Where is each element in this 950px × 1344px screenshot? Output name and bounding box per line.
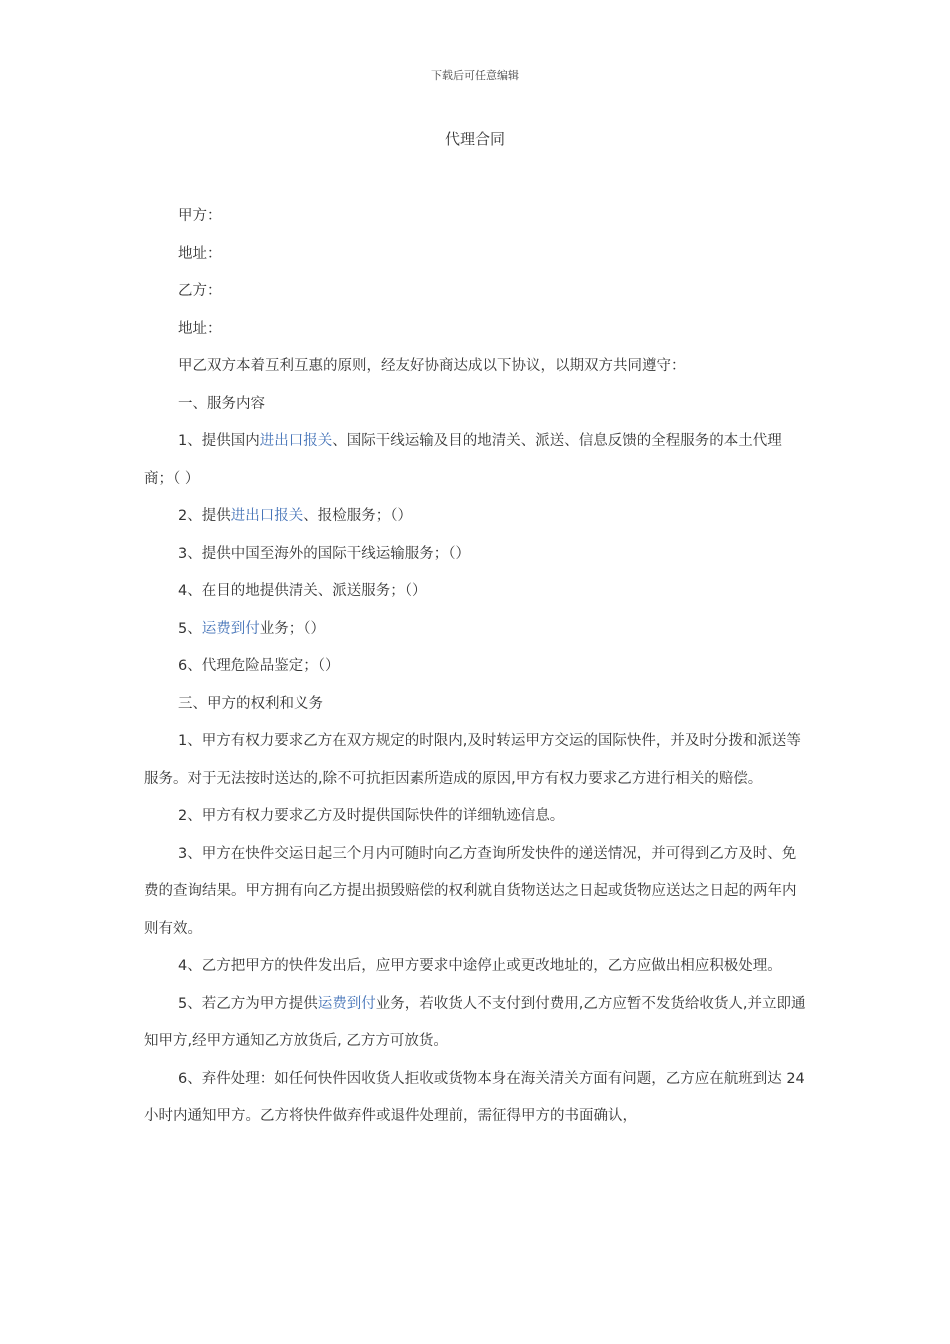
party-b-line: 乙方：	[178, 283, 222, 299]
section-heading-rights: 三、甲方的权利和义务	[178, 695, 323, 712]
party-a-line: 甲方：	[178, 208, 222, 224]
service-item-2-text-cont: 、报检服务；（）	[303, 508, 412, 524]
service-item-5-text-cont: 业务；（）	[259, 620, 325, 637]
service-item-1-text-cont: 、国际干线运输及目的地清关、派送、信息反馈的全程服务的本土代理商；（ ）	[144, 433, 782, 487]
preamble: 甲乙双方本着互利互惠的原则，经友好协商达成以下协议，以期双方共同遵守：	[178, 358, 686, 374]
rights-clause-2: 2、甲方有权力要求乙方及时提供国际快件的详细轨迹信息。	[178, 808, 565, 824]
service-item-2	[144, 498, 810, 536]
service-item-1	[144, 423, 810, 498]
party-b-address-line: 地址：	[178, 320, 222, 337]
service-item-4: 4、在目的地提供清关、派送服务；（）	[178, 583, 427, 599]
service-item-5-text: 5、	[178, 620, 202, 637]
customs-declaration-link[interactable]: 进出口报关	[259, 433, 333, 449]
header-note: 下载后可任意编辑	[431, 69, 519, 82]
document-body	[144, 198, 810, 1136]
customs-declaration-link[interactable]: 进出口报关	[230, 508, 304, 524]
service-item-6: 6、代理危险品鉴定；（）	[178, 658, 340, 674]
rights-clause-5-text: 5、若乙方为甲方提供	[178, 995, 318, 1012]
rights-clause-1: 1、甲方有权力要求乙方在双方规定的时限内,及时转运甲方交运的国际快件，并及时分拨和派送等服务。对于无法按时送达的,除不可抗拒因素所造成的原因,甲方有权力要求乙方进行相关的赔偿。	[144, 733, 801, 787]
service-item-5	[144, 611, 810, 649]
service-item-1-text: 1、提供国内	[178, 433, 260, 449]
rights-clause-5-text-cont: 业务，若收货人不支付到付费用,乙方应暂不发货给收货人,并立即通知甲方,经甲方通知乙方放货后, 乙方方可放货。	[144, 995, 806, 1049]
section-heading-services: 一、服务内容	[178, 395, 265, 412]
service-item-3: 3、提供中国至海外的国际干线运输服务；（）	[178, 545, 470, 562]
freight-collect-link[interactable]: 运费到付	[317, 995, 376, 1012]
document-title: 代理合同	[444, 130, 505, 148]
service-item-2-text: 2、提供	[178, 508, 231, 524]
freight-collect-link[interactable]: 运费到付	[201, 620, 260, 637]
party-a-address-line: 地址：	[178, 245, 222, 262]
rights-clause-3: 3、甲方在快件交运日起三个月内可随时向乙方查询所发快件的递送情况，并可得到乙方及时、免费的查询结果。甲方拥有向乙方提出损毁赔偿的权利就自货物送达之日起或货物应送达之日起的两年内则有效。	[144, 845, 797, 937]
rights-clause-4: 4、乙方把甲方的快件发出后，应甲方要求中途停止或更改地址的，乙方应做出相应积极处理。	[178, 958, 782, 974]
rights-clause-5	[144, 986, 810, 1061]
rights-clause-6: 6、弃件处理：如任何快件因收货人拒收或货物本身在海关清关方面有问题，乙方应在航班到达 24 小时内通知甲方。乙方将快件做弃件或退件处理前，需征得甲方的书面确认，	[144, 1070, 805, 1124]
